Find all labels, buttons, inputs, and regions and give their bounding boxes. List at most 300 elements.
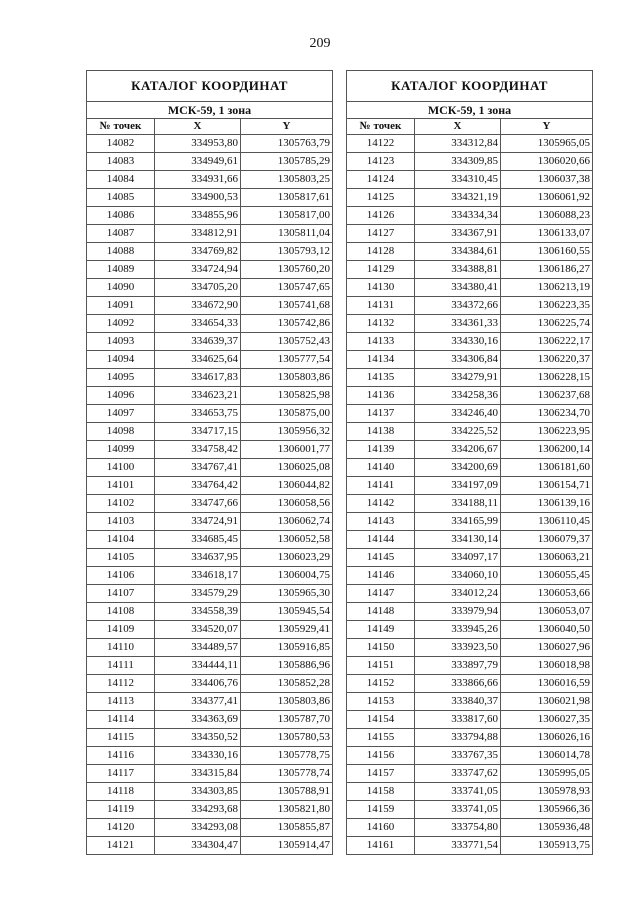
y-coordinate-cell: 1306223,95 (501, 423, 593, 441)
table-row (347, 369, 593, 387)
point-number-cell: 14111 (87, 657, 155, 675)
point-number-cell: 14139 (347, 441, 415, 459)
point-number-cell: 14109 (87, 621, 155, 639)
table-row (347, 405, 593, 423)
header-x: X (155, 119, 241, 135)
y-coordinate-cell: 1305793,12 (241, 243, 333, 261)
x-coordinate-cell: 334617,83 (155, 369, 241, 387)
point-number-cell: 14092 (87, 315, 155, 333)
y-coordinate-cell: 1306061,92 (501, 189, 593, 207)
point-number-cell: 14087 (87, 225, 155, 243)
x-coordinate-cell: 334304,47 (155, 837, 241, 855)
point-number-cell: 14088 (87, 243, 155, 261)
point-number-cell: 14100 (87, 459, 155, 477)
y-coordinate-cell: 1305811,04 (241, 225, 333, 243)
table-row (87, 621, 333, 639)
y-coordinate-cell: 1305760,20 (241, 261, 333, 279)
y-coordinate-cell: 1305803,25 (241, 171, 333, 189)
y-coordinate-cell: 1306023,29 (241, 549, 333, 567)
point-number-cell: 14112 (87, 675, 155, 693)
table-row (87, 711, 333, 729)
x-coordinate-cell: 334558,39 (155, 603, 241, 621)
point-number-cell: 14117 (87, 765, 155, 783)
point-number-cell: 14125 (347, 189, 415, 207)
x-coordinate-cell: 334361,33 (415, 315, 501, 333)
x-coordinate-cell: 334949,61 (155, 153, 241, 171)
x-coordinate-cell: 334758,42 (155, 441, 241, 459)
table-row (347, 279, 593, 297)
x-coordinate-cell: 334639,37 (155, 333, 241, 351)
y-coordinate-cell: 1305787,70 (241, 711, 333, 729)
point-number-cell: 14161 (347, 837, 415, 855)
y-coordinate-cell: 1305752,43 (241, 333, 333, 351)
x-coordinate-cell: 333945,26 (415, 621, 501, 639)
x-coordinate-cell: 334293,08 (155, 819, 241, 837)
point-number-cell: 14103 (87, 513, 155, 531)
y-coordinate-cell: 1306139,16 (501, 495, 593, 513)
x-coordinate-cell: 334812,91 (155, 225, 241, 243)
y-coordinate-cell: 1306016,59 (501, 675, 593, 693)
y-coordinate-cell: 1306055,45 (501, 567, 593, 585)
point-number-cell: 14098 (87, 423, 155, 441)
y-coordinate-cell: 1305817,00 (241, 207, 333, 225)
x-coordinate-cell: 333979,94 (415, 603, 501, 621)
x-coordinate-cell: 333840,37 (415, 693, 501, 711)
table-row (87, 387, 333, 405)
y-coordinate-cell: 1306237,68 (501, 387, 593, 405)
point-number-cell: 14154 (347, 711, 415, 729)
table-row (347, 351, 593, 369)
x-coordinate-cell: 333794,88 (415, 729, 501, 747)
x-coordinate-cell: 333771,54 (415, 837, 501, 855)
x-coordinate-cell: 334406,76 (155, 675, 241, 693)
y-coordinate-cell: 1305929,41 (241, 621, 333, 639)
x-coordinate-cell: 334654,33 (155, 315, 241, 333)
y-coordinate-cell: 1306026,16 (501, 729, 593, 747)
y-coordinate-cell: 1306228,15 (501, 369, 593, 387)
x-coordinate-cell: 333741,05 (415, 783, 501, 801)
x-coordinate-cell: 334372,66 (415, 297, 501, 315)
x-coordinate-cell: 334520,07 (155, 621, 241, 639)
y-coordinate-cell: 1306079,37 (501, 531, 593, 549)
x-coordinate-cell: 334197,09 (415, 477, 501, 495)
point-number-cell: 14106 (87, 567, 155, 585)
point-number-cell: 14085 (87, 189, 155, 207)
point-number-cell: 14156 (347, 747, 415, 765)
table-row (87, 801, 333, 819)
point-number-cell: 14110 (87, 639, 155, 657)
x-coordinate-cell: 334724,94 (155, 261, 241, 279)
y-coordinate-cell: 1306186,27 (501, 261, 593, 279)
x-coordinate-cell: 334931,66 (155, 171, 241, 189)
table-row (87, 675, 333, 693)
point-number-cell: 14116 (87, 747, 155, 765)
x-coordinate-cell: 334303,85 (155, 783, 241, 801)
table-row (347, 135, 593, 153)
y-coordinate-cell: 1305825,98 (241, 387, 333, 405)
point-number-cell: 14082 (87, 135, 155, 153)
point-number-cell: 14102 (87, 495, 155, 513)
point-number-cell: 14131 (347, 297, 415, 315)
point-number-cell: 14094 (87, 351, 155, 369)
table-row (347, 513, 593, 531)
y-coordinate-cell: 1305817,61 (241, 189, 333, 207)
y-coordinate-cell: 1305913,75 (501, 837, 593, 855)
header-x: X (415, 119, 501, 135)
y-coordinate-cell: 1306200,14 (501, 441, 593, 459)
x-coordinate-cell: 334953,80 (155, 135, 241, 153)
point-number-cell: 14114 (87, 711, 155, 729)
point-number-cell: 14090 (87, 279, 155, 297)
x-coordinate-cell: 334717,15 (155, 423, 241, 441)
x-coordinate-cell: 334623,21 (155, 387, 241, 405)
y-coordinate-cell: 1306021,98 (501, 693, 593, 711)
point-number-cell: 14121 (87, 837, 155, 855)
y-coordinate-cell: 1306044,82 (241, 477, 333, 495)
y-coordinate-cell: 1305763,79 (241, 135, 333, 153)
x-coordinate-cell: 334225,52 (415, 423, 501, 441)
point-number-cell: 14136 (347, 387, 415, 405)
y-coordinate-cell: 1305778,75 (241, 747, 333, 765)
x-coordinate-cell: 334388,81 (415, 261, 501, 279)
y-coordinate-cell: 1306110,45 (501, 513, 593, 531)
x-coordinate-cell: 334705,20 (155, 279, 241, 297)
table-row (347, 495, 593, 513)
table-row (347, 531, 593, 549)
table-row (347, 837, 593, 855)
point-number-cell: 14118 (87, 783, 155, 801)
y-coordinate-cell: 1305778,74 (241, 765, 333, 783)
y-coordinate-cell: 1306133,07 (501, 225, 593, 243)
point-number-cell: 14127 (347, 225, 415, 243)
x-coordinate-cell: 334489,57 (155, 639, 241, 657)
x-coordinate-cell: 334685,45 (155, 531, 241, 549)
y-coordinate-cell: 1306004,75 (241, 567, 333, 585)
table-row (347, 603, 593, 621)
y-coordinate-cell: 1306027,35 (501, 711, 593, 729)
x-coordinate-cell: 334293,68 (155, 801, 241, 819)
table-row (87, 783, 333, 801)
table-row (347, 819, 593, 837)
y-coordinate-cell: 1306014,78 (501, 747, 593, 765)
point-number-cell: 14147 (347, 585, 415, 603)
x-coordinate-cell: 333923,50 (415, 639, 501, 657)
y-coordinate-cell: 1305978,93 (501, 783, 593, 801)
x-coordinate-cell: 334618,17 (155, 567, 241, 585)
point-number-cell: 14135 (347, 369, 415, 387)
y-coordinate-cell: 1305785,29 (241, 153, 333, 171)
table-row (87, 819, 333, 837)
y-coordinate-cell: 1305965,30 (241, 585, 333, 603)
table-row (87, 441, 333, 459)
point-number-cell: 14140 (347, 459, 415, 477)
x-coordinate-cell: 334579,29 (155, 585, 241, 603)
table-row (347, 441, 593, 459)
table-row (87, 225, 333, 243)
point-number-cell: 14130 (347, 279, 415, 297)
table-row (347, 261, 593, 279)
point-number-cell: 14157 (347, 765, 415, 783)
coordinate-zone: МСК-59, 1 зона (87, 102, 333, 119)
point-number-cell: 14149 (347, 621, 415, 639)
point-number-cell: 14104 (87, 531, 155, 549)
point-number-cell: 14142 (347, 495, 415, 513)
y-coordinate-cell: 1306025,08 (241, 459, 333, 477)
table-row (87, 297, 333, 315)
y-coordinate-cell: 1305875,00 (241, 405, 333, 423)
coordinate-zone: МСК-59, 1 зона (347, 102, 593, 119)
point-number-cell: 14146 (347, 567, 415, 585)
x-coordinate-cell: 334097,17 (415, 549, 501, 567)
y-coordinate-cell: 1306154,71 (501, 477, 593, 495)
x-coordinate-cell: 334200,69 (415, 459, 501, 477)
point-number-cell: 14091 (87, 297, 155, 315)
header-point-number: № точек (87, 119, 155, 135)
table-row (87, 747, 333, 765)
table-row (87, 279, 333, 297)
y-coordinate-cell: 1306053,66 (501, 585, 593, 603)
x-coordinate-cell: 334315,84 (155, 765, 241, 783)
y-coordinate-cell: 1305995,05 (501, 765, 593, 783)
y-coordinate-cell: 1306040,50 (501, 621, 593, 639)
point-number-cell: 14133 (347, 333, 415, 351)
coordinate-catalog-table-right (346, 70, 593, 855)
table-row (87, 189, 333, 207)
y-coordinate-cell: 1306220,37 (501, 351, 593, 369)
x-coordinate-cell: 333897,79 (415, 657, 501, 675)
table-row (87, 513, 333, 531)
table-row (347, 693, 593, 711)
x-coordinate-cell: 333817,60 (415, 711, 501, 729)
table-row (87, 585, 333, 603)
table-row (87, 837, 333, 855)
x-coordinate-cell: 334258,36 (415, 387, 501, 405)
table-row (87, 531, 333, 549)
point-number-cell: 14099 (87, 441, 155, 459)
x-coordinate-cell: 334747,66 (155, 495, 241, 513)
y-coordinate-cell: 1306062,74 (241, 513, 333, 531)
point-number-cell: 14105 (87, 549, 155, 567)
x-coordinate-cell: 333754,80 (415, 819, 501, 837)
point-number-cell: 14128 (347, 243, 415, 261)
point-number-cell: 14160 (347, 819, 415, 837)
point-number-cell: 14101 (87, 477, 155, 495)
y-coordinate-cell: 1305742,86 (241, 315, 333, 333)
table-row (347, 621, 593, 639)
x-coordinate-cell: 334855,96 (155, 207, 241, 225)
y-coordinate-cell: 1305780,53 (241, 729, 333, 747)
point-number-cell: 14155 (347, 729, 415, 747)
x-coordinate-cell: 334334,34 (415, 207, 501, 225)
table-row (87, 315, 333, 333)
point-number-cell: 14148 (347, 603, 415, 621)
y-coordinate-cell: 1306018,98 (501, 657, 593, 675)
y-coordinate-cell: 1306088,23 (501, 207, 593, 225)
table-row (87, 459, 333, 477)
x-coordinate-cell: 334769,82 (155, 243, 241, 261)
y-coordinate-cell: 1305777,54 (241, 351, 333, 369)
x-coordinate-cell: 333741,05 (415, 801, 501, 819)
table-row (347, 801, 593, 819)
point-number-cell: 14151 (347, 657, 415, 675)
y-coordinate-cell: 1305803,86 (241, 693, 333, 711)
point-number-cell: 14153 (347, 693, 415, 711)
y-coordinate-cell: 1305741,68 (241, 297, 333, 315)
table-row (347, 729, 593, 747)
point-number-cell: 14150 (347, 639, 415, 657)
y-coordinate-cell: 1306027,96 (501, 639, 593, 657)
table-row (347, 585, 593, 603)
table-row (347, 387, 593, 405)
y-coordinate-cell: 1305821,80 (241, 801, 333, 819)
point-number-cell: 14108 (87, 603, 155, 621)
point-number-cell: 14145 (347, 549, 415, 567)
table-row (347, 315, 593, 333)
y-coordinate-cell: 1305916,85 (241, 639, 333, 657)
table-row (347, 297, 593, 315)
point-number-cell: 14143 (347, 513, 415, 531)
table-body (87, 135, 333, 855)
x-coordinate-cell: 334012,24 (415, 585, 501, 603)
y-coordinate-cell: 1305914,47 (241, 837, 333, 855)
table-row (347, 189, 593, 207)
point-number-cell: 14115 (87, 729, 155, 747)
y-coordinate-cell: 1306234,70 (501, 405, 593, 423)
point-number-cell: 14089 (87, 261, 155, 279)
table-row (87, 369, 333, 387)
table-row (347, 243, 593, 261)
x-coordinate-cell: 334672,90 (155, 297, 241, 315)
point-number-cell: 14084 (87, 171, 155, 189)
x-coordinate-cell: 334321,19 (415, 189, 501, 207)
table-row (347, 423, 593, 441)
x-coordinate-cell: 334625,64 (155, 351, 241, 369)
header-point-number: № точек (347, 119, 415, 135)
y-coordinate-cell: 1306063,21 (501, 549, 593, 567)
point-number-cell: 14097 (87, 405, 155, 423)
x-coordinate-cell: 333747,62 (415, 765, 501, 783)
table-row (347, 207, 593, 225)
x-coordinate-cell: 334363,69 (155, 711, 241, 729)
y-coordinate-cell: 1305852,28 (241, 675, 333, 693)
point-number-cell: 14159 (347, 801, 415, 819)
y-coordinate-cell: 1305747,65 (241, 279, 333, 297)
point-number-cell: 14113 (87, 693, 155, 711)
point-number-cell: 14137 (347, 405, 415, 423)
point-number-cell: 14096 (87, 387, 155, 405)
x-coordinate-cell: 334206,67 (415, 441, 501, 459)
table-row (87, 693, 333, 711)
coordinate-catalog-table-left (86, 70, 333, 855)
point-number-cell: 14129 (347, 261, 415, 279)
table-row (347, 171, 593, 189)
x-coordinate-cell: 334350,52 (155, 729, 241, 747)
x-coordinate-cell: 334165,99 (415, 513, 501, 531)
point-number-cell: 14095 (87, 369, 155, 387)
point-number-cell: 14141 (347, 477, 415, 495)
table-row (87, 549, 333, 567)
table-row (87, 495, 333, 513)
table-row (347, 711, 593, 729)
x-coordinate-cell: 334310,45 (415, 171, 501, 189)
x-coordinate-cell: 334188,11 (415, 495, 501, 513)
x-coordinate-cell: 333767,35 (415, 747, 501, 765)
y-coordinate-cell: 1306052,58 (241, 531, 333, 549)
y-coordinate-cell: 1306053,07 (501, 603, 593, 621)
table-row (87, 243, 333, 261)
y-coordinate-cell: 1306160,55 (501, 243, 593, 261)
x-coordinate-cell: 334444,11 (155, 657, 241, 675)
catalog-title: КАТАЛОГ КООРДИНАТ (347, 71, 593, 102)
point-number-cell: 14134 (347, 351, 415, 369)
y-coordinate-cell: 1305803,86 (241, 369, 333, 387)
table-row (87, 477, 333, 495)
point-number-cell: 14123 (347, 153, 415, 171)
y-coordinate-cell: 1305966,36 (501, 801, 593, 819)
y-coordinate-cell: 1305956,32 (241, 423, 333, 441)
y-coordinate-cell: 1305945,54 (241, 603, 333, 621)
x-coordinate-cell: 334367,91 (415, 225, 501, 243)
x-coordinate-cell: 334279,91 (415, 369, 501, 387)
table-row (347, 153, 593, 171)
table-row (87, 765, 333, 783)
header-y: Y (501, 119, 593, 135)
x-coordinate-cell: 334637,95 (155, 549, 241, 567)
table-row (87, 423, 333, 441)
y-coordinate-cell: 1306058,56 (241, 495, 333, 513)
table-row (347, 549, 593, 567)
y-coordinate-cell: 1305855,87 (241, 819, 333, 837)
table-row (87, 333, 333, 351)
x-coordinate-cell: 334246,40 (415, 405, 501, 423)
table-row (87, 567, 333, 585)
table-row (87, 603, 333, 621)
table-row (347, 225, 593, 243)
point-number-cell: 14093 (87, 333, 155, 351)
table-row (347, 747, 593, 765)
table-row (87, 729, 333, 747)
page-number: 209 (309, 36, 331, 51)
table-row (87, 207, 333, 225)
table-row (347, 477, 593, 495)
table-row (347, 765, 593, 783)
table-body (347, 135, 593, 855)
y-coordinate-cell: 1305936,48 (501, 819, 593, 837)
x-coordinate-cell: 334306,84 (415, 351, 501, 369)
table-row (347, 783, 593, 801)
point-number-cell: 14124 (347, 171, 415, 189)
x-coordinate-cell: 334060,10 (415, 567, 501, 585)
table-row (87, 639, 333, 657)
table-row (347, 567, 593, 585)
table-row (87, 405, 333, 423)
table-row (347, 657, 593, 675)
y-coordinate-cell: 1306181,60 (501, 459, 593, 477)
table-row (87, 351, 333, 369)
x-coordinate-cell: 334724,91 (155, 513, 241, 531)
x-coordinate-cell: 333866,66 (415, 675, 501, 693)
x-coordinate-cell: 334380,41 (415, 279, 501, 297)
point-number-cell: 14120 (87, 819, 155, 837)
y-coordinate-cell: 1306020,66 (501, 153, 593, 171)
table-row (87, 153, 333, 171)
y-coordinate-cell: 1306037,38 (501, 171, 593, 189)
table-row (347, 639, 593, 657)
header-y: Y (241, 119, 333, 135)
y-coordinate-cell: 1306225,74 (501, 315, 593, 333)
x-coordinate-cell: 334764,42 (155, 477, 241, 495)
catalog-title: КАТАЛОГ КООРДИНАТ (87, 71, 333, 102)
